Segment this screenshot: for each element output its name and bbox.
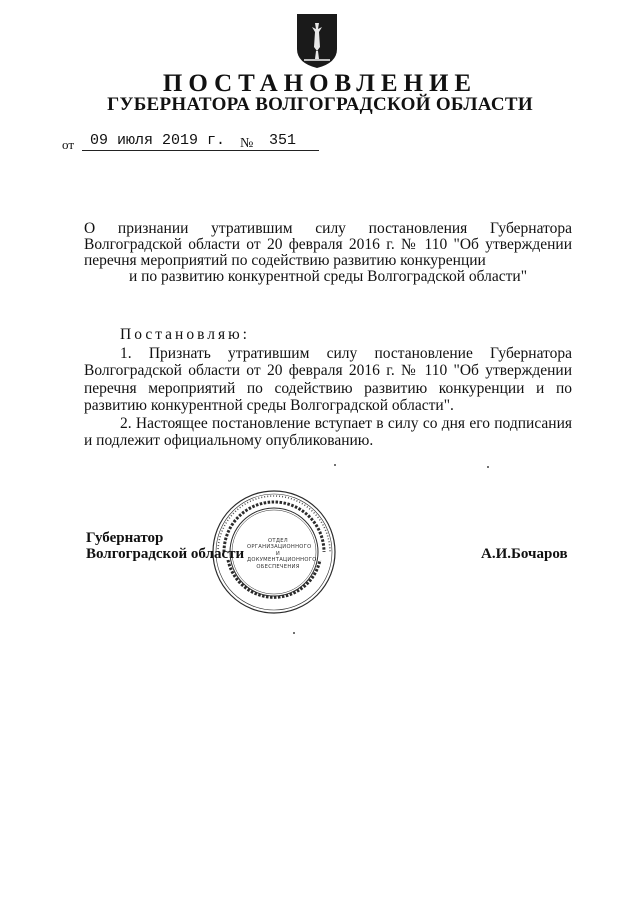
document-heading (84, 221, 572, 285)
document-body (84, 326, 572, 450)
heading-main-text: О признании утратившим силу постановления Губернатора Волгоградской области от 20 февраля 2016 г. № 110 "Об утверждении перечня мероприятий по содействию развитию конкуренции (84, 220, 572, 269)
document-subtitle: ГУБЕРНАТОРА ВОЛГОГРАДСКОЙ ОБЛАСТИ (107, 94, 533, 115)
date-prefix: от (62, 137, 75, 152)
number-sign: № (240, 136, 254, 151)
date-value: 09 июля 2019 г. (90, 132, 226, 149)
volgograd-coat-of-arms-icon (296, 13, 338, 69)
number-field (257, 132, 319, 151)
document-title: ПОСТАНОВЛЕНИЕ (162, 70, 478, 97)
scan-speck (334, 464, 336, 466)
number-value: 351 (269, 132, 297, 149)
scan-speck (293, 632, 295, 634)
signatory-position-line-2: Волгоградской области (86, 546, 245, 562)
scan-speck (487, 466, 489, 468)
date-number-row (62, 132, 362, 154)
signatory-name: А.И.Бочаров (481, 546, 568, 562)
paragraph-item-2: 2. Настоящее постановление вступает в силу со дня его подписания и подлежит официальному опубликованию. (84, 414, 572, 449)
signatory-position-line-1: Губернатор (86, 530, 164, 546)
stamp-department-text: ОТДЕЛ ОРГАНИЗАЦИОННОГО И ДОКУМЕНТАЦИОННОГО ОБЕСПЕЧЕНИЯ (247, 537, 317, 570)
paragraph-item-1: 1. Признать утратившим силу постановление Губернатора Волгоградской области от 20 февраля 2016 г. № 110 "Об утверждении перечня мероприятий по содействию развитию конкуренции и по развитию конкурентной среды Волгоградской области". (84, 344, 572, 414)
resolve-word: Постановляю: (120, 326, 250, 343)
heading-last-line: и по развитию конкурентной среды Волгоградской области" (128, 268, 528, 285)
signatory-position (86, 530, 244, 562)
